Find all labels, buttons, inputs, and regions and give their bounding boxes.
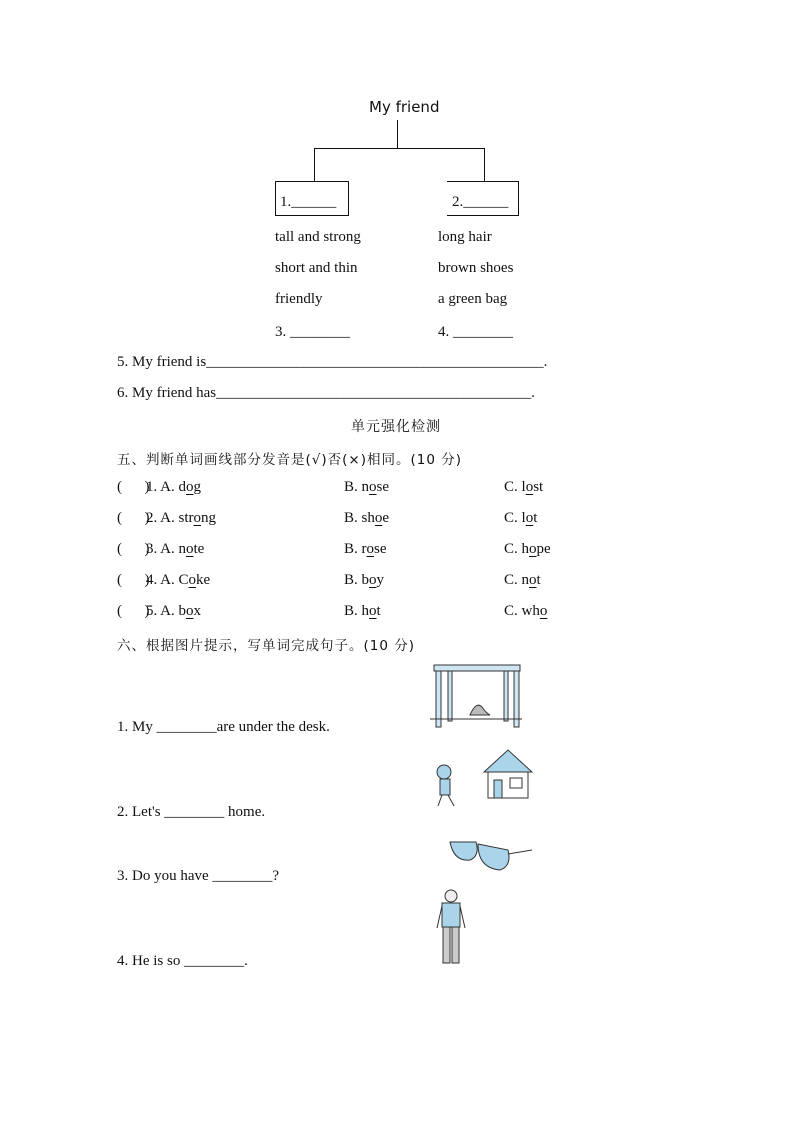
- question-4: 4. He is so ________.: [117, 953, 248, 969]
- underlined-letter: o: [369, 603, 377, 619]
- sunglasses-image: [448, 836, 534, 878]
- answer-bracket[interactable]: ( ): [117, 603, 150, 619]
- answer-bracket[interactable]: ( ): [117, 541, 150, 557]
- underlined-letter: o: [374, 510, 383, 526]
- trait: brown shoes: [438, 260, 514, 276]
- boy-going-home-image: [428, 748, 536, 810]
- desk-with-shoes-image: [430, 663, 522, 729]
- underlined-letter: o: [525, 510, 534, 526]
- diagram-box-2: [447, 181, 519, 216]
- diagram-line: [314, 148, 315, 181]
- answer-bracket[interactable]: ( ): [117, 510, 150, 526]
- section-heading: 单元强化检测: [351, 419, 441, 435]
- section-6-title: 六、根据图片提示，写单词完成句子。(10 分): [117, 638, 416, 654]
- blank-3: 3. ________: [275, 324, 350, 340]
- option-c: C. not: [504, 572, 541, 588]
- answer-blank: [117, 603, 150, 620]
- answer-bracket[interactable]: ( ): [117, 572, 150, 588]
- underlined-letter: o: [529, 541, 537, 557]
- underlined-letter: o: [186, 541, 194, 557]
- sentence-6: 6. My friend has__________________________________________.: [117, 385, 535, 401]
- answer-blank: [117, 510, 150, 527]
- underlined-letter: o: [188, 572, 197, 588]
- blank-4: 4. ________: [438, 324, 513, 340]
- box-1-label: 1.______: [280, 194, 337, 210]
- option-a: 4. A. Coke: [146, 572, 211, 588]
- trait: tall and strong: [275, 229, 361, 245]
- question-3: 3. Do you have ________?: [117, 868, 280, 884]
- box-2-label: 2.______: [452, 194, 509, 210]
- option-b: B. nose: [344, 479, 390, 495]
- option-b: B. rose: [344, 541, 387, 557]
- option-b: B. boy: [344, 572, 385, 588]
- option-b: B. shoe: [344, 510, 390, 526]
- section-5-title: 五、判断单词画线部分发音是(√)否(×)相同。(10 分): [117, 452, 462, 468]
- diagram-line: [484, 148, 485, 181]
- underlined-letter: o: [186, 479, 194, 495]
- option-a: 3. A. note: [146, 541, 205, 557]
- question-1: 1. My ________are under the desk.: [117, 719, 330, 735]
- question-2: 2. Let's ________ home.: [117, 804, 266, 820]
- option-c: C. who: [504, 603, 548, 619]
- diagram-root: My friend: [369, 98, 440, 116]
- option-c: C. lost: [504, 479, 544, 495]
- trait: friendly: [275, 291, 323, 307]
- diagram-box-1: [275, 181, 349, 216]
- underlined-letter: o: [186, 603, 194, 619]
- option-a: 2. A. strong: [146, 510, 217, 526]
- option-c: C. lot: [504, 510, 538, 526]
- underlined-letter: o: [366, 541, 374, 557]
- answer-blank: [117, 479, 150, 496]
- answer-bracket[interactable]: ( ): [117, 479, 150, 495]
- underlined-letter: o: [525, 479, 534, 495]
- trait: long hair: [438, 229, 492, 245]
- option-c: C. hope: [504, 541, 551, 557]
- option-a: 1. A. dog: [146, 479, 202, 495]
- underlined-letter: o: [193, 510, 202, 526]
- option-a: 5. A. box: [146, 603, 202, 619]
- trait: short and thin: [275, 260, 358, 276]
- trait: a green bag: [438, 291, 508, 307]
- sentence-5: 5. My friend is_____________________________________________.: [117, 354, 548, 370]
- underlined-letter: o: [539, 603, 548, 619]
- answer-blank: [117, 541, 150, 558]
- underlined-letter: o: [369, 479, 377, 495]
- answer-blank: [117, 572, 150, 589]
- underlined-letter: o: [369, 572, 377, 588]
- diagram-line: [314, 148, 484, 149]
- diagram-line: [397, 120, 398, 148]
- tall-man-image: [433, 888, 469, 966]
- underlined-letter: o: [529, 572, 537, 588]
- option-b: B. hot: [344, 603, 381, 619]
